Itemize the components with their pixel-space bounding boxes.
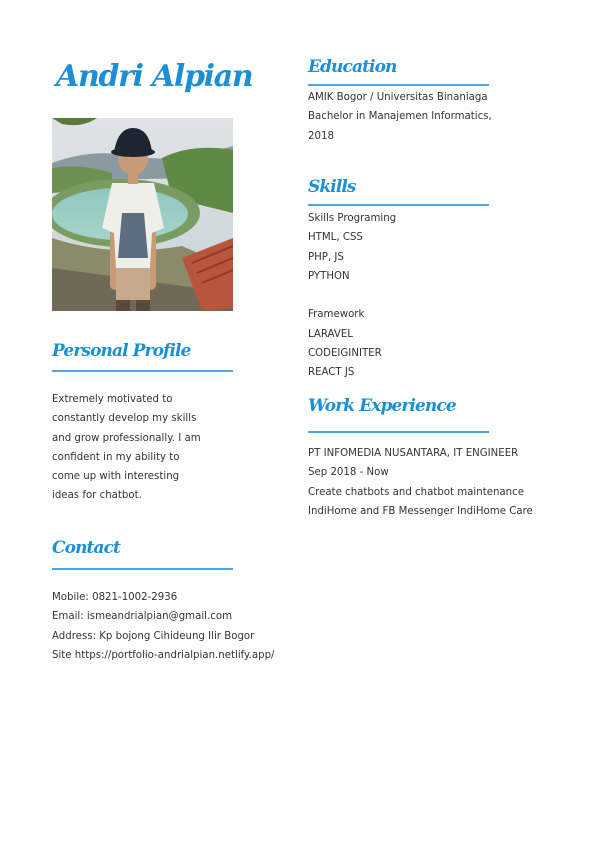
skills-line: PHP, JS [308, 251, 344, 263]
education-line: AMIK Bogor / Universitas Binaniaga [308, 92, 488, 103]
skills-divider [308, 204, 489, 206]
framework-line: Framework [308, 309, 365, 321]
education-heading: Education [308, 57, 397, 77]
work-line: PT INFOMEDIA NUSANTARA, IT ENGINEER [308, 448, 519, 459]
contact-address: Address: Kp bojong Cihideung Ilir Bogor [52, 630, 255, 642]
profile-line: and grow professionally. I am [52, 432, 201, 444]
profile-line: Extremely motivated to [52, 394, 173, 405]
skills-list [308, 209, 396, 383]
skills-spacer [308, 286, 396, 305]
contact-email: Email: ismeandrialpian@gmail.com [52, 611, 232, 623]
personal-profile-heading: Personal Profile [52, 341, 191, 361]
profile-line: ideas for chatbot. [52, 490, 142, 502]
profile-line: come up with interesting [52, 471, 180, 483]
contact-heading: Contact [52, 538, 121, 558]
personal-profile-text [52, 390, 201, 506]
work-experience-divider [308, 431, 489, 433]
contact-details [52, 588, 274, 665]
work-experience-details [308, 444, 533, 521]
personal-profile-divider [52, 370, 233, 372]
profile-line: constantly develop my skills [52, 413, 197, 425]
framework-line: REACT JS [308, 367, 355, 379]
profile-line: confident in my ability to [52, 451, 180, 463]
work-line: IndiHome and FB Messenger IndiHome Care [308, 505, 533, 517]
skills-line: PYTHON [308, 270, 350, 282]
education-line: 2018 [308, 130, 334, 142]
resume-name: Andri Alpian [56, 59, 253, 94]
education-line: Bachelor in Manajemen Informatics, [308, 111, 492, 123]
framework-line: CODEIGINITER [308, 348, 382, 360]
skills-line: Skills Programing [308, 213, 397, 224]
education-divider [308, 84, 489, 86]
framework-line: LARAVEL [308, 328, 353, 340]
work-line: Sep 2018 - Now [308, 467, 389, 479]
contact-divider [52, 568, 233, 570]
work-experience-heading: Work Experience [308, 396, 456, 416]
contact-site: Site https://portfolio-andrialpian.netlify.app/ [52, 649, 275, 661]
profile-photo [52, 118, 233, 311]
skills-heading: Skills [308, 177, 356, 197]
skills-line: HTML, CSS [308, 232, 363, 244]
education-details [308, 88, 492, 146]
work-line: Create chatbots and chatbot maintenance [308, 486, 524, 498]
contact-mobile: Mobile: 0821-1002-2936 [52, 592, 178, 603]
